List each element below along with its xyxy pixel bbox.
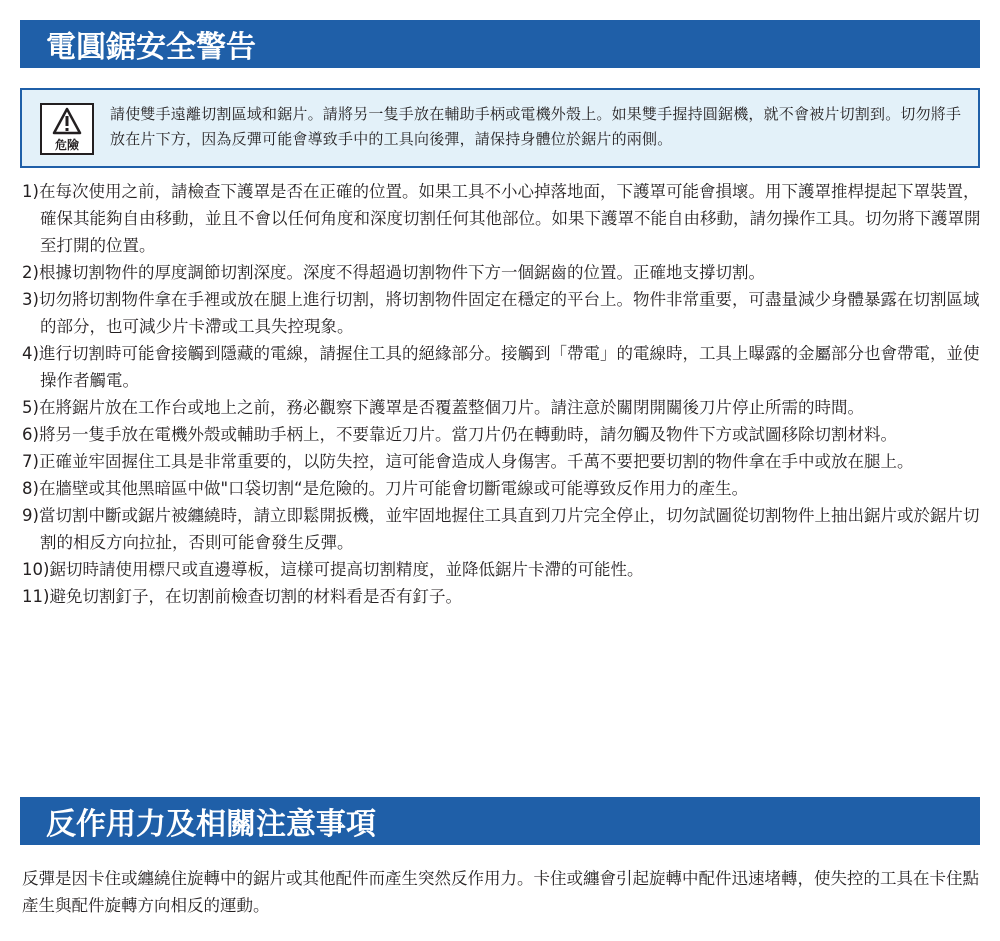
section-title-safety-warning xyxy=(20,20,980,68)
rule-text: 在每次使用之前，請檢查下護罩是否在正確的位置。如果工具不小心掉落地面，下護罩可能會損壞。用下護罩推桿提起下罩裝置，確保其能夠自由移動，並且不會以任何角度和深度切割任何其他部位。如果下護罩不能自由移動，請勿操作工具。切勿將下護罩開至打開的位置。 xyxy=(38,182,981,255)
rule-text: 在將鋸片放在工作台或地上之前，務必觀察下護罩是否覆蓋整個刀片。請注意於關閉開關後刀片停止所需的時間。 xyxy=(38,398,864,417)
rule-text: 避免切割釘子，在切割前檢查切割的材料看是否有釘子。 xyxy=(49,587,462,606)
rule-text: 在牆壁或其他黑暗區中做"口袋切割“是危險的。刀片可能會切斷電線或可能導致反作用力的產生。 xyxy=(38,479,749,498)
section-title-text: 電圓鋸安全警告 xyxy=(46,30,256,65)
rule-number: 8) xyxy=(22,479,39,498)
rule-number: 3) xyxy=(22,290,39,309)
rule-item xyxy=(22,421,987,448)
rule-item xyxy=(22,556,987,583)
danger-label: 危險 xyxy=(54,138,79,152)
rule-item xyxy=(22,394,987,421)
kickback-paragraph: 反彈是因卡住或纏繞住旋轉中的鋸片或其他配件而產生突然反作用力。卡住或纏會引起旋轉中配件迅速堵轉，使失控的工具在卡住點產生與配件旋轉方向相反的運動。 xyxy=(22,869,979,915)
rule-text: 根據切割物件的厚度調節切割深度。深度不得超過切割物件下方一個鋸齒的位置。正確地支撐切割。 xyxy=(38,263,765,282)
rule-item xyxy=(22,448,987,475)
danger-badge xyxy=(40,103,94,155)
rule-item xyxy=(22,178,987,259)
rule-number: 7) xyxy=(22,452,39,471)
rule-item xyxy=(22,259,987,286)
rule-number: 1) xyxy=(22,182,39,201)
rule-text: 將另一隻手放在電機外殼或輔助手柄上，不要靠近刀片。當刀片仍在轉動時，請勿觸及物件下方或試圖移除切割材料。 xyxy=(38,425,897,444)
warning-triangle-icon xyxy=(52,107,82,135)
rule-item xyxy=(22,583,987,610)
rule-number: 9) xyxy=(22,506,39,525)
danger-warning-text: 請使雙手遠離切割區域和鋸片。請將另一隻手放在輔助手柄或電機外殼上。如果雙手握持圓鋸機，就不會被片切割到。切勿將手放在片下方，因為反彈可能會導致手中的工具向後彈，請保持身體位於鋸片的兩側。 xyxy=(110,105,962,148)
section-title-text: 反作用力及相關注意事項 xyxy=(46,807,376,842)
rule-item xyxy=(22,286,987,340)
rule-number: 4) xyxy=(22,344,39,363)
rule-text: 切勿將切割物件拿在手裡或放在腿上進行切割，將切割物件固定在穩定的平台上。物件非常重要，可盡量減少身體暴露在切割區域的部分，也可減少片卡滯或工具失控現象。 xyxy=(38,290,980,336)
rule-text: 鋸切時請使用標尺或直邊導板，這樣可提高切割精度，並降低鋸片卡滯的可能性。 xyxy=(49,560,644,579)
rule-number: 10) xyxy=(22,560,50,579)
safety-rules-list xyxy=(22,178,987,610)
section-title-kickback xyxy=(20,797,980,845)
rule-text: 當切割中斷或鋸片被纏繞時，請立即鬆開扳機，並牢固地握住工具直到刀片完全停止，切勿試圖從切割物件上抽出鋸片或於鋸片切割的相反方向拉扯，否則可能會發生反彈。 xyxy=(38,506,980,552)
rule-number: 2) xyxy=(22,263,39,282)
rule-item xyxy=(22,502,987,556)
rule-number: 11) xyxy=(22,587,50,606)
danger-warning-box xyxy=(20,88,980,168)
rule-number: 5) xyxy=(22,398,39,417)
rule-item xyxy=(22,475,987,502)
rule-text: 進行切割時可能會接觸到隱藏的電線，請握住工具的絕緣部分。接觸到「帶電」的電線時，工具上曝露的金屬部分也會帶電，並使操作者觸電。 xyxy=(38,344,980,390)
rule-item xyxy=(22,340,987,394)
rule-text: 正確並牢固握住工具是非常重要的，以防失控，這可能會造成人身傷害。千萬不要把要切割的物件拿在手中或放在腿上。 xyxy=(38,452,914,471)
rule-number: 6) xyxy=(22,425,39,444)
